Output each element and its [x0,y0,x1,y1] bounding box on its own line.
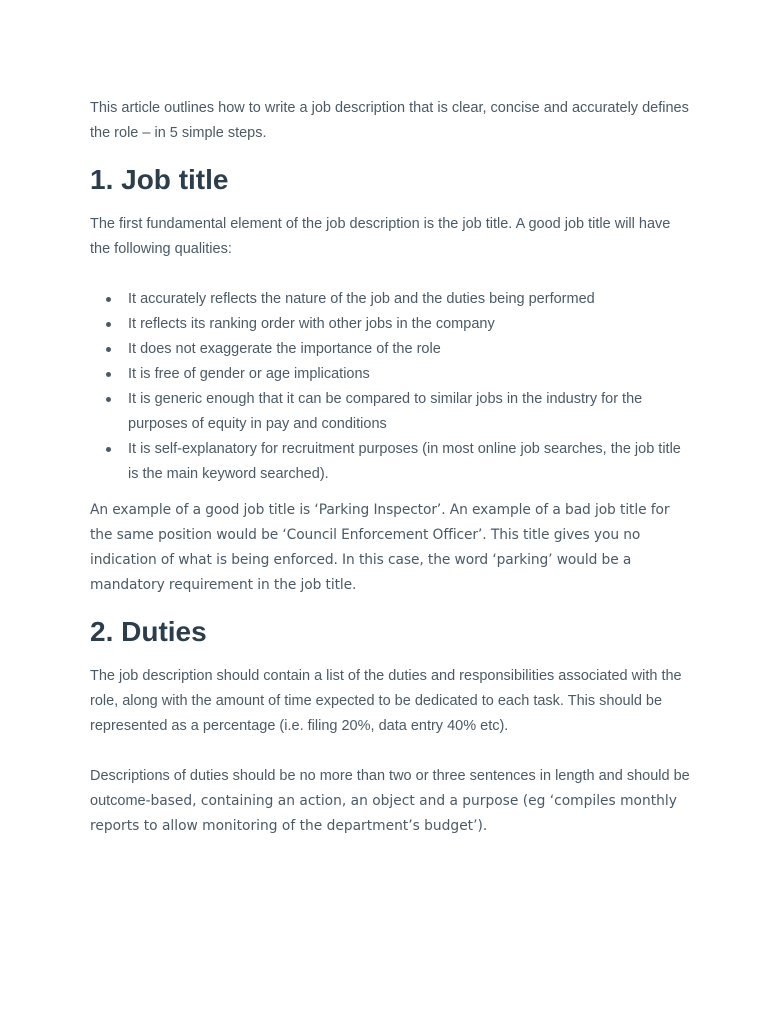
duties-description-paragraph [90,764,690,839]
list-item: It is self-explanatory for recruitment purposes (in most online job searches, the job title is the main keyword searched). [128,437,690,487]
job-title-paragraph: The first fundamental element of the job description is the job title. A good job title will have the following qualities: [90,216,671,257]
section-heading-job-title: 1. Job title [90,164,229,195]
job-title-qualities-list [90,287,690,487]
list-item: It is free of gender or age implications [128,362,690,387]
list-item: It accurately reflects the nature of the job and the duties being performed [128,287,690,312]
list-item: It is generic enough that it can be compared to similar jobs in the industry for the purposes of equity in pay and conditions [128,387,690,437]
intro-paragraph: This article outlines how to write a job description that is clear, concise and accurately defines the role – in 5 simple steps. [90,100,689,141]
job-title-example-paragraph: An example of a good job title is ‘Parking Inspector’. An example of a bad job title for the same position would be ‘Council Enforcement Officer’. This title gives you no indication of what is being enforced. In this case, the word ‘parking’ would be a mandatory requirement in the job title. [90,502,670,593]
article-body [90,96,690,839]
duties-paragraph: The job description should contain a list of the duties and responsibilities associated with the role, along with the amount of time expected to be dedicated to each task. This should be represented as a percentage (i.e. filing 20%, data entry 40% etc). [90,668,682,734]
list-item: It reflects its ranking order with other jobs in the company [128,312,690,337]
duties-description-start: Descriptions of duties should be no more than two or three sentences in length and should be outcome- [90,768,690,809]
list-item: It does not exaggerate the importance of the role [128,337,690,362]
section-heading-duties: 2. Duties [90,616,207,647]
duties-description-end: based, containing an action, an object and a purpose (eg ‘compiles monthly reports to allow monitoring of the department’s budget’). [90,793,677,834]
